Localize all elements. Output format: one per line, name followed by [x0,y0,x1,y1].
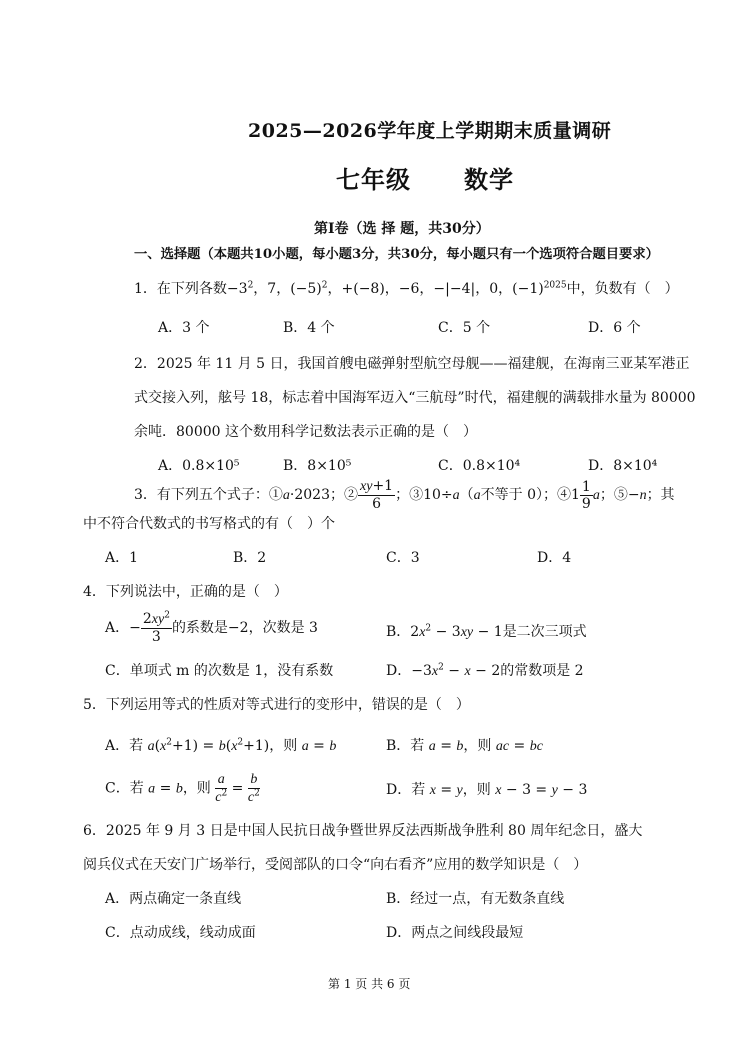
question-6-line2: 阅兵仪式在天安门广场举行，受阅部队的口令“向右看齐”应用的数学知识是（ ） [83,857,588,873]
q2-option-a: A．0.8×10⁵ [158,458,240,474]
q3-option-a: A．1 [105,550,139,566]
question-5-stem: 5．下列运用等式的性质对等式进行的变形中，错误的是（ ） [83,697,470,713]
q2-option-c: C．0.8×10⁴ [438,458,521,474]
section-title: 第Ⅰ卷（选 择 题，共30分） [314,221,490,237]
q1-option-b: B．4 个 [283,320,335,336]
q1-numbers: $-3^2$，7，$(-5)^2$，+(−8)，−6，−|−4|，0，$(-1)^{2025}$ [226,280,567,297]
exam-title: 2025—2026学年度上学期期末质量调研 [248,120,612,142]
q2-option-d: D．8×10⁴ [588,458,658,474]
question-2-line1: 2．2025 年 11 月 5 日，我国首艘电磁弹射型航空母舰——福建舰，在海南三亚某军港正 [134,356,690,372]
q6-option-c: C．点动成线，线动成面 [105,925,256,941]
q5-option-a: A．若 $a(x^2+1) = b(x^2+1)$，则 a = b [105,737,337,754]
q5-option-b: B．若 a = b，则 ac = bc [386,738,543,754]
section-instruction: 一、选择题（本题共10小题，每小题3分，共30分，每小题只有一个选项符合题目要求） [134,247,659,262]
subject-label: 数学 [464,165,514,194]
question-3-line2: 中不符合代数式的书写格式的有（ ）个 [83,516,335,532]
q6-option-b: B．经过一点，有无数条直线 [386,891,565,907]
q4-option-b: B．$2x^2 - 3xy - 1$是二次三项式 [386,623,587,640]
question-4-stem: 4．下列说法中，正确的是（ ） [83,584,288,600]
q5-option-d: D．若 x = y，则 x − 3 = y − 3 [386,782,588,798]
q5-option-c: C．若 a = b，则 $\frac{a}{c^2}$ = $\frac{b}{c^2}$ [105,772,260,805]
q1-option-d: D．6 个 [588,320,641,336]
q4-option-a: A．− $\frac{2xy^2}{3}$ 的系数是−2，次数是 3 [105,610,318,645]
q2-option-b: B．8×10⁵ [283,458,352,474]
q6-option-a: A．两点确定一条直线 [105,891,242,907]
q4-option-d: D．$-3x^2 - x - 2$的常数项是 2 [386,662,584,679]
q1-option-c: C．5 个 [438,320,491,336]
q1-option-a: A．3 个 [158,320,210,336]
q3-fraction-xy: $\frac{xy+1}{6}$ [360,478,394,512]
q6-option-d: D．两点之间线段最短 [386,925,524,941]
q3-option-c: C．3 [386,550,420,566]
question-3-stem: 3．有下列五个式子：①a·2023；② $\frac{xy+1}{6}$ ；③10÷a（a不等于 0）；④1 $\frac{1}{9}$ a；⑤−n；其 [134,478,675,512]
grade-label: 七年级 [336,165,411,194]
q3-option-d: D．4 [537,550,572,566]
question-2-line3: 余吨．80000 这个数用科学记数法表示正确的是（ ） [134,424,477,440]
page-footer: 第 1 页 共 6 页 [328,977,411,991]
question-2-line2: 式交接入列，舷号 18，标志着中国海军迈入“三航母”时代，福建舰的满载排水量为 80000 [134,390,696,406]
q3-option-b: B．2 [233,550,267,566]
question-1-stem: 1．在下列各数$-3^2$，7，$(-5)^2$，+(−8)，−6，−|−4|，0，$(-1)^{2025}$中，负数有（ ） [134,280,679,297]
question-6-line1: 6．2025 年 9 月 3 日是中国人民抗日战争暨世界反法西斯战争胜利 80 周年纪念日，盛大 [83,823,643,839]
q4-option-c: C．单项式 m 的次数是 1，没有系数 [105,663,334,679]
